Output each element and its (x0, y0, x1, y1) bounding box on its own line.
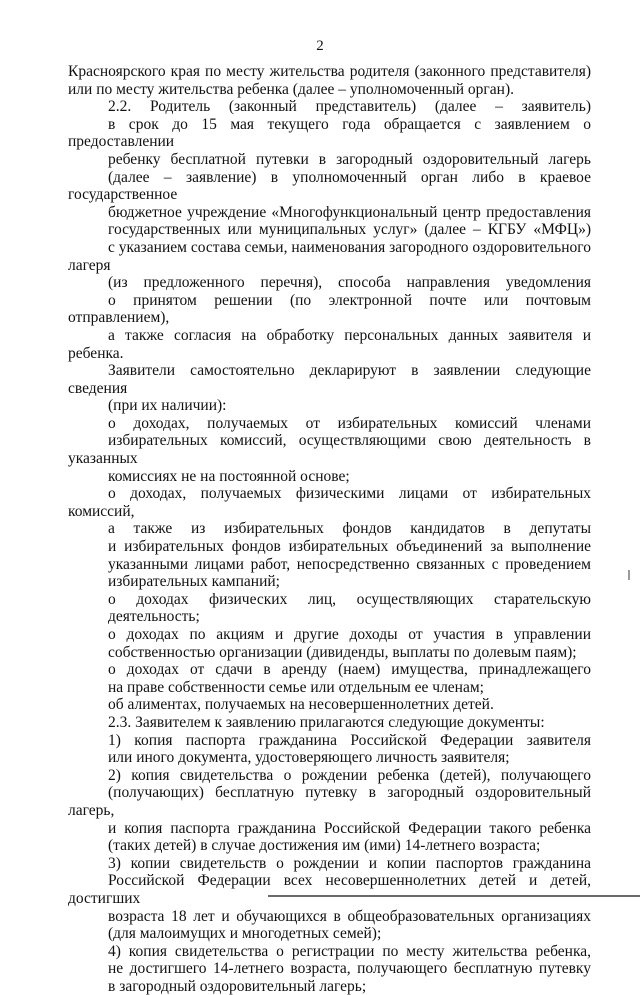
scan-edge-mark (628, 570, 630, 580)
text-line: 2) копия свидетельства о рождении ребенка (детей), получающего (108, 766, 591, 784)
text-line: об алиментах, получаемых на несовершеннолетних детей. (108, 696, 494, 714)
text-line: или по месту жительства ребенка (далее – уполномоченный орган). (68, 80, 514, 98)
paragraph (68, 714, 591, 732)
text-line: о доходах по акциям и другие доходы от участия в управлении (108, 626, 591, 643)
page-number: 2 (316, 38, 324, 54)
text-line: комиссиях не на постоянной основе; (108, 467, 350, 485)
text-line: бюджетное учреждение «Многофункциональный центр предоставления (108, 203, 591, 221)
text-line: ребенку бесплатной путевки в загородный оздоровительный лагерь (108, 150, 591, 168)
text-line: (получающих) бесплатную путевку в загородный оздоровительный лагерь, (68, 784, 591, 819)
paragraph (68, 696, 591, 714)
paragraph (68, 732, 591, 767)
text-line: о доходах физических лиц, осуществляющих старательскую (108, 590, 591, 608)
text-line: а также согласия на обработку персональных данных заявителя и ребенка. (68, 326, 591, 362)
text-line: Российской Федерации всех несовершеннолетних детей и детей, достигших (68, 872, 591, 907)
text-line: о доходах, получаемых от избирательных комиссий членами (108, 414, 591, 432)
paragraph (68, 943, 591, 995)
text-line: государственных или муниципальных услуг» (далее – КГБУ «МФЦ») (108, 221, 591, 239)
paragraph (68, 485, 591, 591)
text-line: (для малоимущих и многодетных семей); (108, 925, 382, 943)
text-line: (при их наличии): (108, 397, 227, 415)
text-line: 3) копии свидетельств о рождении и копии паспортов гражданина (108, 854, 591, 872)
document-body (68, 63, 591, 995)
text-line: в загородный оздоровительный лагерь; (108, 977, 367, 995)
paragraph (68, 415, 591, 485)
text-line: избирательных комиссий, осуществляющими свою деятельность в указанных (68, 432, 591, 468)
paragraph (68, 767, 591, 855)
paragraph (68, 63, 591, 98)
paragraph (68, 362, 591, 415)
text-line: о доходах от сдачи в аренду (наем) имущества, принадлежащего (108, 661, 591, 679)
paragraph (68, 855, 591, 943)
text-line: о принятом решении (по электронной почте или почтовым отправлением), (68, 291, 591, 327)
text-line: возраста 18 лет и обучающихся в общеобразовательных организациях (108, 907, 591, 925)
text-line: 1) копия паспорта гражданина Российской Федерации заявителя (108, 731, 591, 749)
bottom-rule (268, 895, 640, 897)
paragraph (68, 626, 591, 661)
text-line: (из предложенного перечня), способа направления уведомления (108, 274, 591, 292)
text-line: (далее – заявление) в уполномоченный орган либо в краевое государственное (68, 168, 591, 204)
paragraph (68, 591, 591, 626)
text-line: с указанием состава семьи, наименования загородного оздоровительного лагеря (68, 238, 591, 274)
paragraph (68, 98, 591, 362)
text-line: о доходах, получаемых физическими лицами от избирательных комиссий, (68, 485, 591, 520)
text-line: (таких детей) в случае достижения им (ими) 14-летнего возраста; (108, 837, 541, 855)
paragraph (68, 661, 591, 696)
text-line: Заявители самостоятельно декларируют в заявлении следующие сведения (68, 362, 591, 397)
text-line: избирательных кампаний; (108, 573, 280, 591)
text-line: в срок до 15 мая текущего года обращается с заявлением о предоставлении (68, 115, 591, 151)
text-line: Красноярского края по месту жительства родителя (законного представителя) (68, 63, 591, 80)
text-line: указанными лицами работ, непосредственно связанных с проведением (108, 555, 591, 573)
text-line: и избирательных фондов избирательных объединений за выполнение (108, 538, 591, 556)
text-line: а также из избирательных фондов кандидатов в депутаты (108, 520, 591, 538)
text-line: не достигшего 14-летнего возраста, получающего бесплатную путевку (108, 960, 591, 978)
text-line: и копия паспорта гражданина Российской Федерации такого ребенка (108, 819, 591, 837)
text-line: собственностью организации (дивиденды, выплаты по долевым паям); (108, 643, 577, 661)
text-line: 2.3. Заявителем к заявлению прилагаются следующие документы: (108, 713, 545, 731)
text-line: или иного документа, удостоверяющего личность заявителя; (108, 749, 510, 767)
text-line: 4) копия свидетельства о регистрации по месту жительства ребенка, (108, 942, 591, 960)
text-line: деятельность; (108, 608, 200, 626)
text-line: 2.2. Родитель (законный представитель) (далее – заявитель) (108, 98, 591, 116)
text-line: на праве собственности семье или отдельным ее членам; (108, 678, 484, 696)
